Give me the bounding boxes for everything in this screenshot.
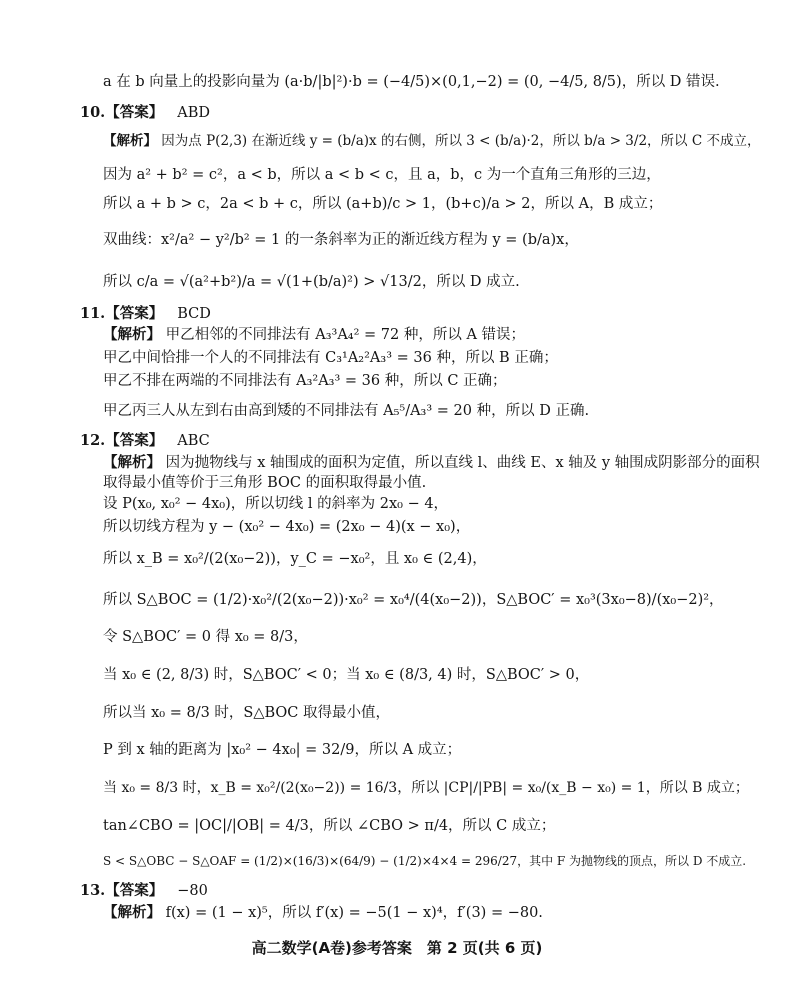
q10-analysis-text-2: 因为 a² + b² = c²，a < b，所以 a < b < c，且 a，b，c 为一个直角三角形的三边，: [103, 167, 661, 183]
q12-analysis-tag: 【解析】: [103, 454, 161, 471]
q12-answer-line: [80, 430, 210, 452]
q10-analysis-text-3: 所以 a + b > c，2a < b + c，所以 (a+b)/c > 1，(b+c)/a > 2，所以 A，B 成立；: [103, 196, 663, 212]
q12-analysis-8: [103, 664, 589, 686]
q11-analysis-text-3: 甲乙不排在两端的不同排法有 A₃²A₃³ = 36 种，所以 C 正确；: [103, 373, 507, 389]
q12-analysis-text-11: 当 x₀ = 8/3 时，x_B = x₀²/(2(x₀−2)) = 16/3，所以 |CP|/|PB| = x₀/(x_B − x₀) = 1，所以 B 成立；: [103, 780, 749, 796]
q12-analysis-2: [103, 472, 426, 494]
q10-analysis-text-5: 所以 c/a = √(a²+b²)/a = √(1+(b/a)²) > √13/2，所以 D 成立.: [103, 274, 520, 290]
q10-number: 10.: [80, 104, 106, 121]
q10-answer-tag: 【答案】: [105, 104, 164, 121]
q11-analysis-text-4: 甲乙丙三人从左到右由高到矮的不同排法有 A₅⁵/A₃³ = 20 种，所以 D 正确.: [103, 403, 590, 419]
q13-number: 13.: [80, 882, 106, 899]
q10-analysis-text-4: 双曲线：x²/a² − y²/b² = 1 的一条斜率为正的渐近线方程为 y = (b/a)x，: [103, 232, 579, 248]
q10-answer-line: [80, 102, 210, 124]
q12-analysis-text-6: 所以 S△BOC = (1/2)·x₀²/(2(x₀−2))·x₀² = x₀⁴/(4(x₀−2))，S△BOC′ = x₀³(3x₀−8)/(x₀−2)²，: [103, 592, 724, 608]
q10-analysis-1: [103, 130, 760, 152]
q12-number: 12.: [80, 432, 106, 449]
q11-answer: BCD: [177, 306, 211, 322]
q12-analysis-12: [103, 815, 555, 837]
q10-analysis-tag: 【解析】: [103, 133, 157, 149]
q11-analysis-4: [103, 400, 589, 422]
q12-analysis-7: [103, 626, 308, 648]
q12-analysis-4: [103, 516, 470, 538]
q11-answer-line: [80, 303, 211, 325]
q11-analysis-2: [103, 347, 558, 369]
q12-analysis-text-8: 当 x₀ ∈ (2, 8/3) 时，S△BOC′ < 0；当 x₀ ∈ (8/3, 4) 时，S△BOC′ > 0，: [103, 667, 590, 683]
q11-analysis-3: [103, 370, 507, 392]
line-projection: [103, 70, 720, 91]
q12-analysis-text-13: S < S△OBC − S△OAF = (1/2)×(16/3)×(64/9) − (1/2)×4×4 = 296/27，其中 F 为抛物线的顶点，所以 D 不成立.: [103, 854, 747, 868]
q12-analysis-3: [103, 493, 448, 515]
q10-analysis-4: [103, 229, 579, 251]
q11-analysis-text-2: 甲乙中间恰排一个人的不同排法有 C₃¹A₂²A₃³ = 36 种，所以 B 正确；: [103, 350, 558, 366]
q12-analysis-11: [103, 777, 749, 799]
q12-analysis-text-12: tan∠CBO = |OC|/|OB| = 4/3，所以 ∠CBO > π/4，所以 C 成立；: [103, 818, 556, 834]
q13-answer-tag: 【答案】: [105, 882, 164, 899]
q11-answer-tag: 【答案】: [105, 305, 164, 322]
q12-analysis-text-9: 所以当 x₀ = 8/3 时，S△BOC 取得最小值，: [103, 705, 391, 721]
q13-analysis-1: [103, 902, 543, 924]
q12-analysis-text-4: 所以切线方程为 y − (x₀² − 4x₀) = (2x₀ − 4)(x − x₀)，: [103, 519, 471, 535]
q12-analysis-9: [103, 702, 390, 724]
q10-analysis-text-1: 因为点 P(2,3) 在渐近线 y = (b/a)x 的右侧，所以 3 < (b/a)·2，所以 b/a > 3/2，所以 C 不成立，: [161, 133, 761, 149]
q12-analysis-13: [103, 850, 746, 872]
q12-analysis-text-1: 因为抛物线与 x 轴围成的面积为定值，所以直线 l、曲线 E、x 轴及 y 轴围成阴影部分的面积: [165, 455, 760, 471]
q13-analysis-tag: 【解析】: [103, 904, 161, 921]
page-footer: 高二数学(A卷)参考答案 第 2 页(共 6 页): [251, 939, 543, 957]
q12-analysis-text-7: 令 S△BOC′ = 0 得 x₀ = 8/3，: [103, 629, 308, 645]
q12-analysis-6: [103, 589, 724, 611]
q10-analysis-2: [103, 164, 661, 186]
q10-analysis-5: [103, 271, 520, 293]
q10-answer: ABD: [177, 105, 210, 121]
q13-analysis-text-1: f(x) = (1 − x)⁵，所以 f′(x) = −5(1 − x)⁴，f′(3) = −80.: [165, 905, 543, 921]
projection-text: a 在 b 向量上的投影向量为 (a·b/|b|²)·b = (−4/5)×(0,1,−2) = (0, −4/5, 8/5)，所以 D 错误.: [103, 74, 720, 90]
q12-analysis-text-10: P 到 x 轴的距离为 |x₀² − 4x₀| = 32/9，所以 A 成立；: [103, 742, 462, 758]
q11-number: 11.: [80, 305, 106, 322]
q12-answer-tag: 【答案】: [105, 432, 164, 449]
q11-analysis-1: [103, 324, 525, 346]
q12-analysis-1: [103, 452, 760, 474]
q12-analysis-text-3: 设 P(x₀, x₀² − 4x₀)，所以切线 l 的斜率为 2x₀ − 4，: [103, 496, 449, 512]
q10-analysis-3: [103, 193, 662, 215]
q13-answer: −80: [177, 883, 208, 899]
q13-answer-line: [80, 880, 208, 902]
q12-analysis-text-2: 取得最小值等价于三角形 BOC 的面积取得最小值.: [103, 475, 427, 491]
q12-answer: ABC: [177, 433, 210, 449]
q11-analysis-tag: 【解析】: [103, 326, 161, 343]
q12-analysis-10: [103, 739, 461, 761]
q12-analysis-text-5: 所以 x_B = x₀²/(2(x₀−2))，y_C = −x₀²，且 x₀ ∈ (2,4)，: [103, 551, 487, 567]
q11-analysis-text-1: 甲乙相邻的不同排法有 A₃³A₄² = 72 种，所以 A 错误；: [165, 327, 526, 343]
q12-analysis-5: [103, 548, 487, 570]
